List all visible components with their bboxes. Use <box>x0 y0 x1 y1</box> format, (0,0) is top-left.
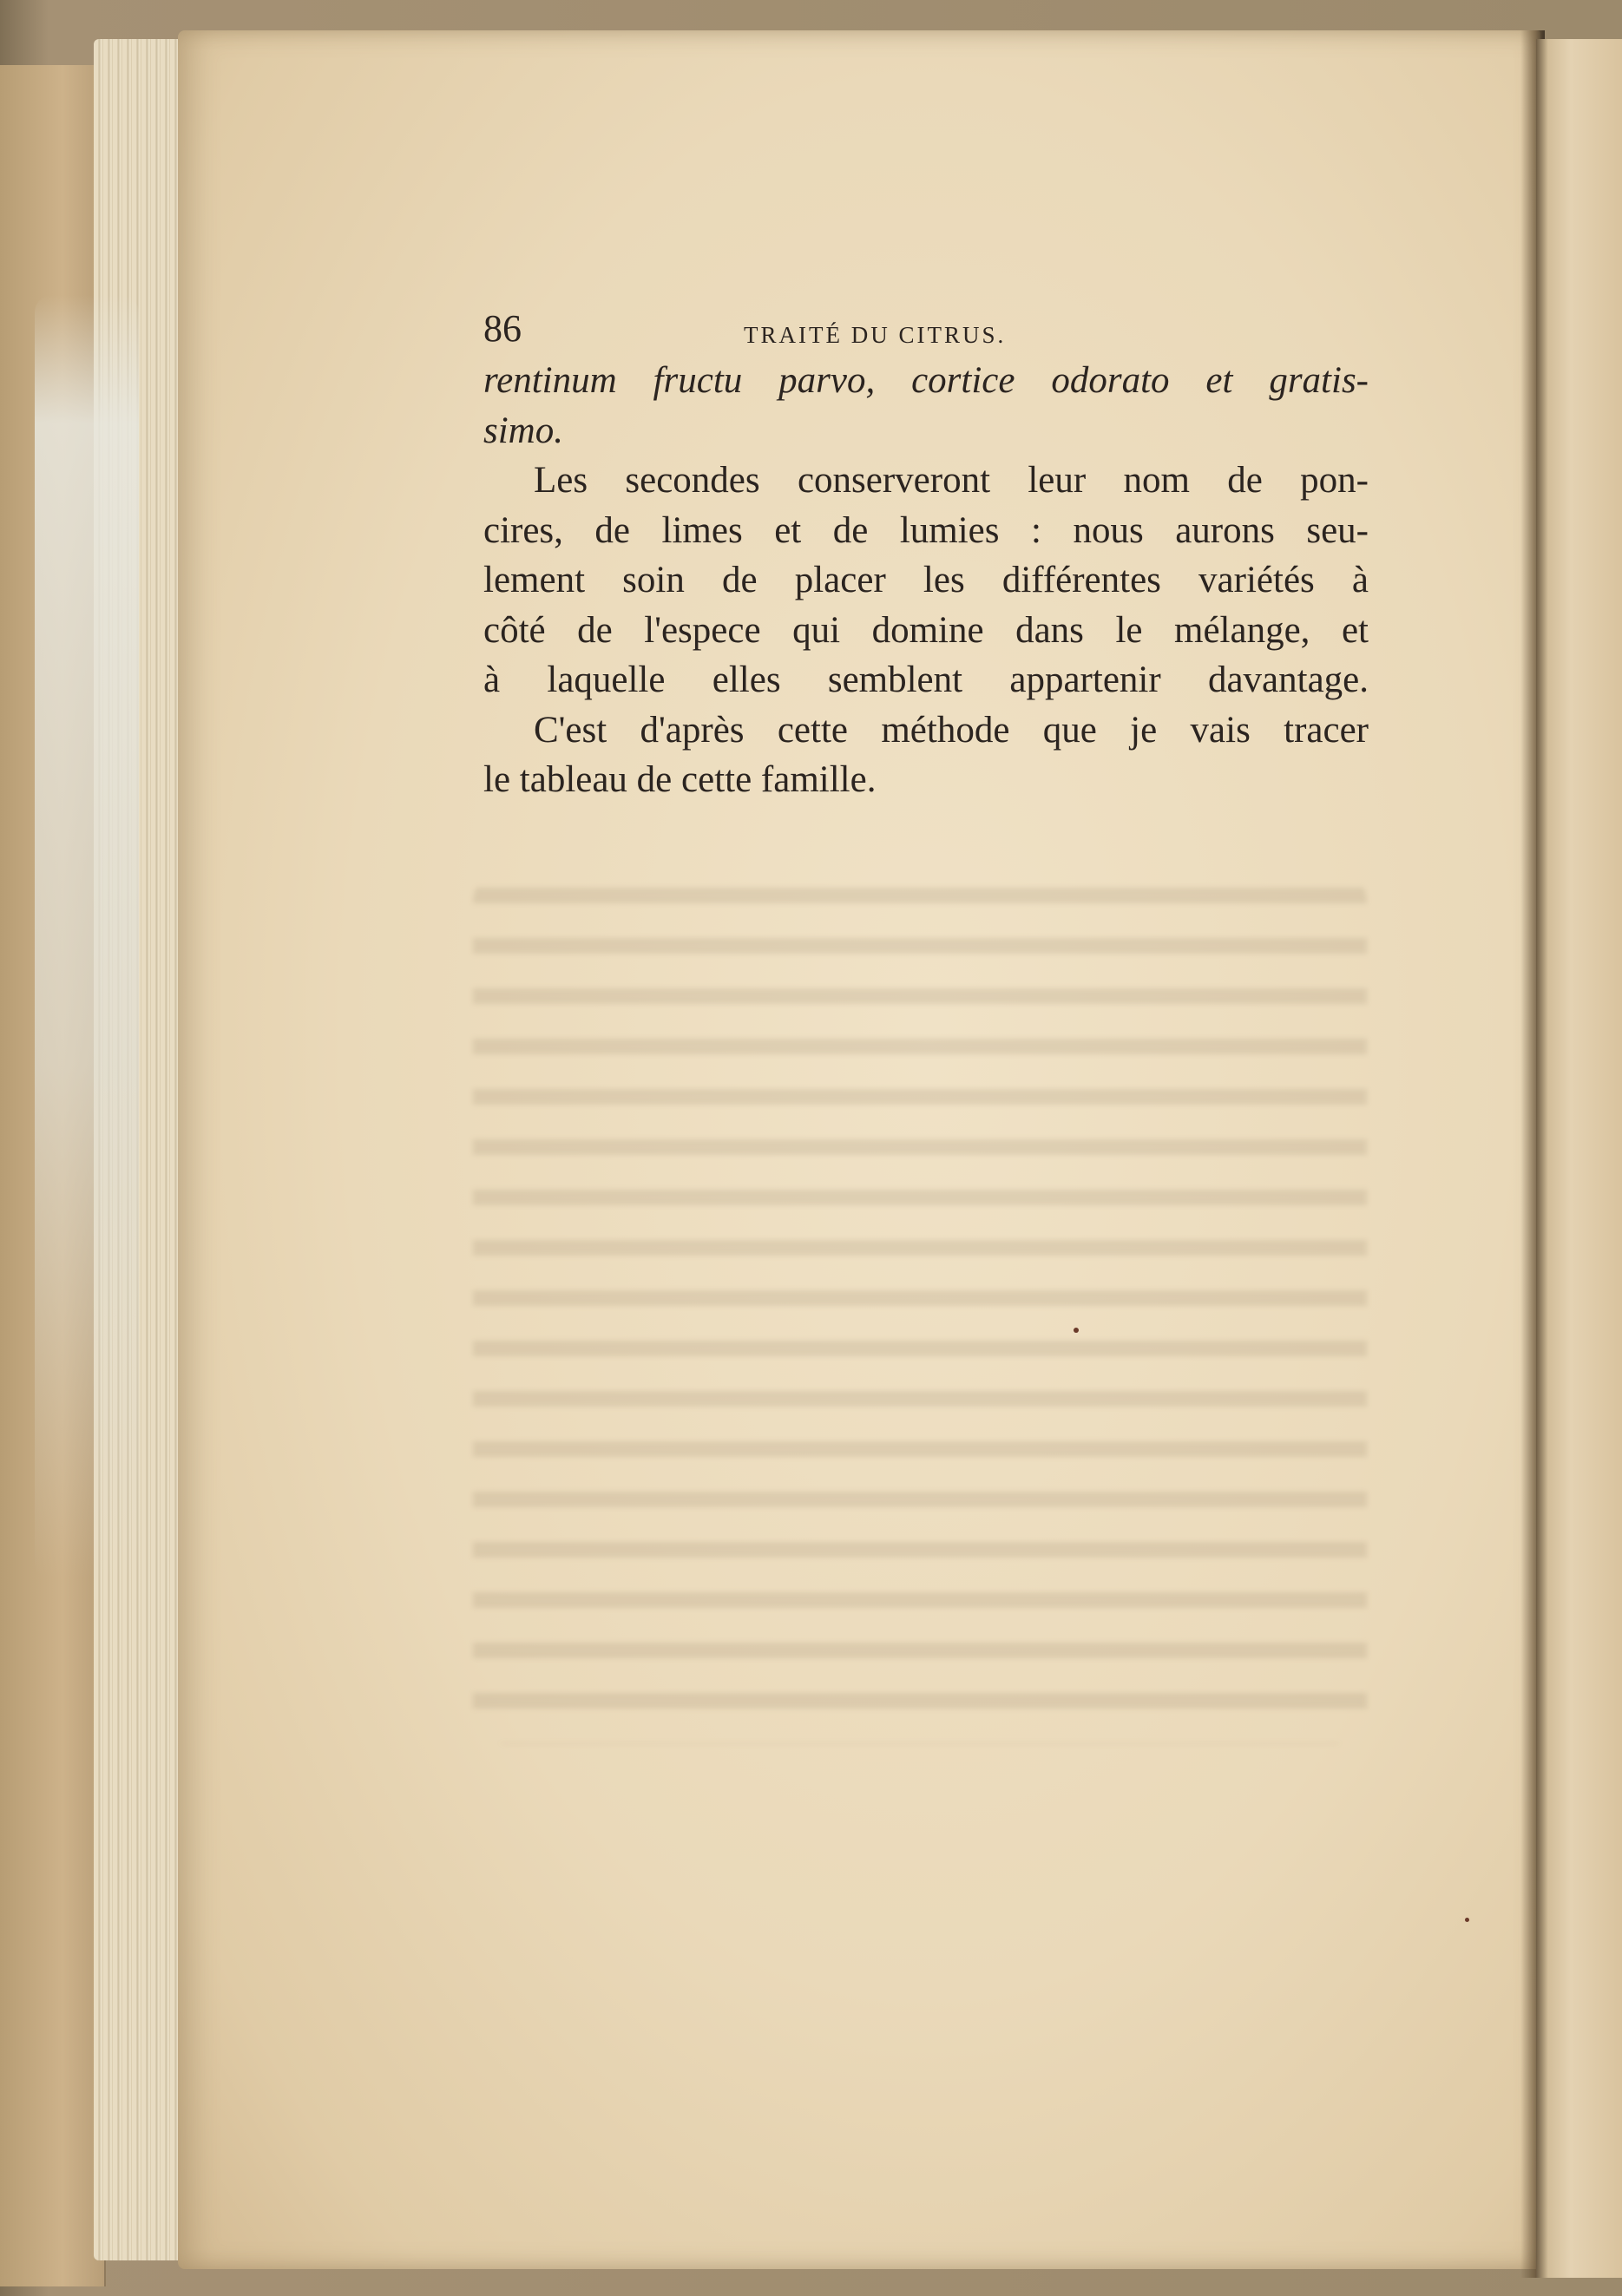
paper-speck <box>1074 1328 1079 1333</box>
text-line: Les secondes conserveront leur nom de pon- <box>534 460 1369 501</box>
paper-speck <box>1465 1918 1469 1922</box>
text-line: cires, de limes et de lumies : nous aurons seu- <box>483 509 1369 551</box>
facing-page-edge <box>1536 39 1622 2278</box>
text-line: à laquelle elles semblent appartenir davantage. <box>483 659 1369 700</box>
bleed-through-text <box>473 868 1367 1744</box>
text-line: simo. <box>483 410 563 451</box>
page-edge-stain <box>35 295 139 1579</box>
body-text <box>483 356 1369 805</box>
text-line: lement soin de placer les différentes variétés à <box>483 560 1369 600</box>
text-line: rentinum fructu parvo, cortice odorato et gratis- <box>483 360 1369 401</box>
running-head <box>483 304 1369 350</box>
text-line: le tableau de cette famille. <box>483 759 877 800</box>
running-head-title: TRAITÉ DU CITRUS. <box>744 322 1007 348</box>
page-number: 86 <box>483 307 522 350</box>
text-line: côté de l'espece qui domine dans le mélange, et <box>483 609 1369 651</box>
text-line: C'est d'après cette méthode que je vais tracer <box>534 709 1369 751</box>
page-text-block <box>483 304 1369 805</box>
